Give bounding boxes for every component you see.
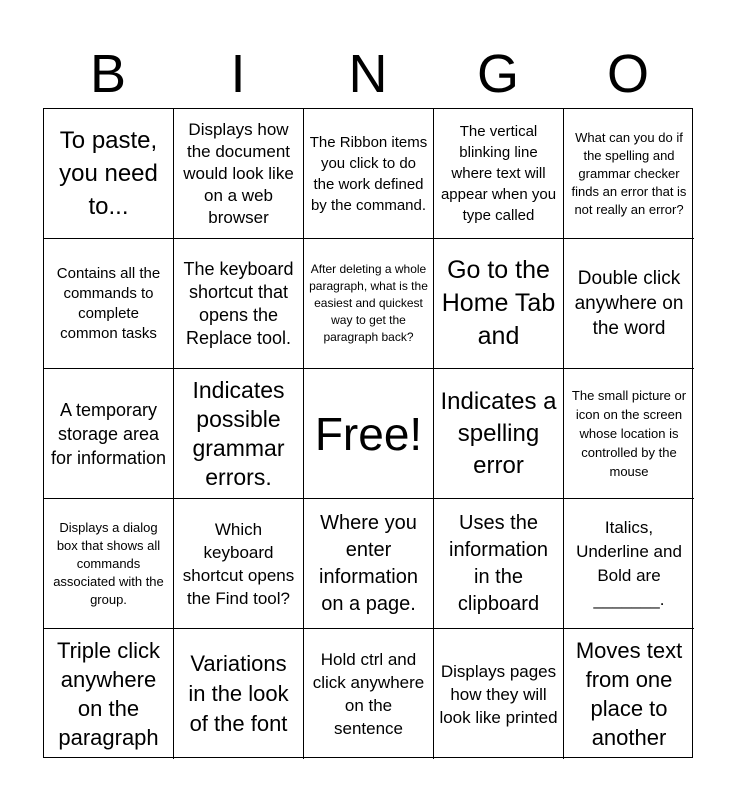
bingo-cell[interactable]: [304, 499, 434, 629]
bingo-cell[interactable]: [44, 369, 174, 499]
bingo-cell[interactable]: [434, 239, 564, 369]
bingo-cell[interactable]: [564, 109, 694, 239]
bingo-cell[interactable]: [564, 499, 694, 629]
cell-text: Indicates a spelling error: [440, 387, 557, 479]
bingo-cell[interactable]: [564, 369, 694, 499]
cell-text: To paste, you need to...: [59, 127, 158, 220]
bingo-cell[interactable]: [434, 499, 564, 629]
bingo-cell[interactable]: [434, 109, 564, 239]
cell-text: Triple click anywhere on the paragraph: [56, 638, 161, 750]
free-space-text: Free!: [314, 407, 423, 460]
bingo-cell[interactable]: [304, 109, 434, 239]
header-letter-g: G: [476, 44, 519, 104]
bingo-cell[interactable]: [174, 239, 304, 369]
header-letter-i: I: [230, 44, 246, 104]
bingo-cell[interactable]: [44, 629, 174, 759]
bingo-cell[interactable]: [44, 239, 174, 369]
cell-text: After deleting a whole paragraph, what is the easiest and quickest way to get the paragraph back?: [309, 262, 428, 344]
cell-text: Indicates possible grammar errors.: [192, 376, 285, 490]
cell-text: Italics, Underline and Bold are _______.: [576, 517, 682, 609]
bingo-cell[interactable]: [44, 109, 174, 239]
cell-text: The vertical blinking line where text will appear when you type called: [440, 123, 557, 224]
cell-text: The Ribbon items you click to do the work defined by the command.: [309, 133, 428, 214]
cell-text: A temporary storage area for information: [50, 399, 167, 468]
cell-text: Where you enter information on a page.: [319, 511, 418, 615]
header-letter-n: N: [348, 44, 388, 104]
cell-text: Which keyboard shortcut opens the Find tool?: [182, 519, 295, 608]
cell-text: Contains all the commands to complete common tasks: [56, 264, 161, 342]
bingo-header: [43, 40, 693, 108]
cell-text: The small picture or icon on the screen whose location is controlled by the mouse: [571, 388, 687, 479]
bingo-cell[interactable]: [174, 629, 304, 759]
bingo-cell[interactable]: [434, 629, 564, 759]
bingo-cell[interactable]: [174, 369, 304, 499]
cell-text: What can you do if the spelling and grammar checker finds an error that is not really an error?: [571, 129, 687, 217]
cell-text: Variations in the look of the font: [188, 651, 289, 736]
bingo-cell[interactable]: [304, 629, 434, 759]
cell-text: Moves text from one place to another: [575, 638, 683, 750]
bingo-cell[interactable]: [434, 369, 564, 499]
cell-text: Displays a dialog box that shows all commands associated with the group.: [53, 519, 164, 607]
bingo-cell[interactable]: [44, 499, 174, 629]
cell-text: Displays pages how they will look like printed: [439, 661, 558, 727]
cell-text: Uses the information in the clipboard: [449, 511, 548, 615]
cell-text: Hold ctrl and click anywhere on the sentence: [312, 650, 425, 738]
free-space-cell[interactable]: [304, 369, 434, 499]
bingo-cell[interactable]: [174, 499, 304, 629]
cell-text: Double click anywhere on the word: [574, 268, 684, 339]
header-letter-o: O: [606, 44, 649, 104]
bingo-cell[interactable]: [564, 239, 694, 369]
cell-text: The keyboard shortcut that opens the Replace tool.: [183, 258, 294, 348]
bingo-cell[interactable]: [564, 629, 694, 759]
bingo-cell[interactable]: [304, 239, 434, 369]
cell-text: Displays how the document would look like on a web browser: [183, 119, 294, 227]
cell-text: Go to the Home Tab and: [441, 256, 556, 350]
bingo-board: [43, 108, 693, 758]
header-letter-b: B: [89, 44, 127, 104]
bingo-cell[interactable]: [174, 109, 304, 239]
